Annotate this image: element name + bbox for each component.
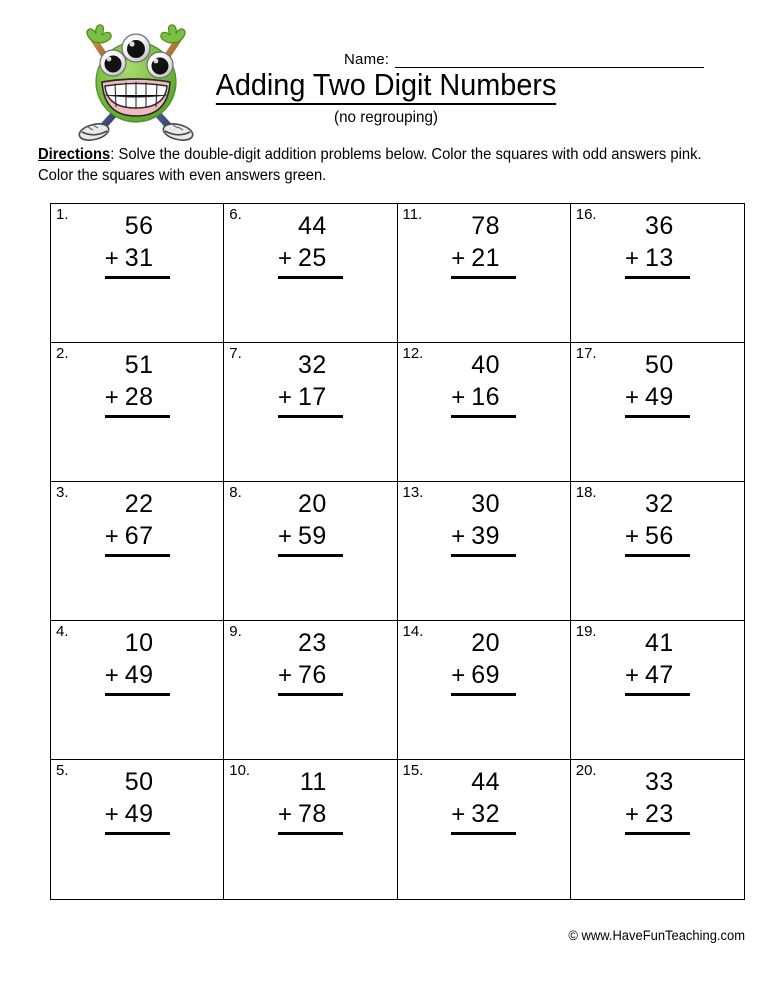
problem-cell[interactable] [398, 760, 571, 899]
answer-rule [278, 276, 343, 279]
problem-body [51, 210, 223, 279]
problem-body [224, 488, 396, 557]
plus-sign: + [624, 662, 639, 689]
addend-bottom: 49 [124, 800, 154, 828]
plus-sign: + [451, 801, 466, 828]
addend-top: 50 [644, 351, 674, 379]
addend-bottom: 39 [471, 522, 501, 550]
addend-bottom: 28 [124, 383, 154, 411]
addend-bottom: 67 [124, 522, 154, 550]
addend-top: 33 [644, 768, 674, 796]
plus-sign: + [104, 801, 119, 828]
answer-rule [278, 693, 343, 696]
problem-body [571, 766, 744, 835]
problem-cell[interactable] [571, 482, 744, 621]
name-input-line[interactable] [395, 50, 704, 68]
plus-sign: + [451, 245, 466, 272]
problem-body [51, 488, 223, 557]
problem-number: 12. [402, 345, 424, 362]
answer-rule [105, 276, 170, 279]
plus-sign: + [624, 523, 639, 550]
footer-copyright: © www.HaveFunTeaching.com [568, 928, 745, 943]
problem-body [398, 488, 570, 557]
answer-rule [625, 276, 690, 279]
problem-cell[interactable] [398, 343, 571, 482]
answer-rule [625, 832, 690, 835]
problem-cell[interactable] [571, 204, 744, 343]
problem-number: 9. [229, 623, 242, 640]
addend-top: 20 [297, 490, 327, 518]
plus-sign: + [624, 384, 639, 411]
plus-sign: + [277, 523, 292, 550]
addend-bottom: 56 [644, 522, 674, 550]
answer-rule [278, 832, 343, 835]
problem-cell[interactable] [51, 204, 224, 343]
problem-number: 14. [402, 623, 424, 640]
problem-number: 5. [56, 762, 69, 779]
problem-number: 13. [402, 484, 424, 501]
problem-cell[interactable] [224, 204, 397, 343]
answer-rule [451, 415, 516, 418]
addend-bottom: 59 [297, 522, 327, 550]
addend-top: 78 [471, 212, 501, 240]
plus-sign: + [277, 384, 292, 411]
plus-sign: + [451, 384, 466, 411]
addend-bottom: 47 [644, 661, 674, 689]
directions [38, 144, 710, 186]
answer-rule [105, 554, 170, 557]
problem-number: 11. [402, 206, 423, 223]
directions-separator: : [110, 146, 115, 163]
problem-grid [50, 203, 745, 900]
plus-sign: + [104, 523, 119, 550]
addend-bottom: 25 [297, 244, 327, 272]
problem-number: 19. [575, 623, 597, 640]
addend-bottom: 16 [471, 383, 501, 411]
addend-top: 40 [471, 351, 501, 379]
page-title [27, 68, 745, 102]
problem-body [398, 766, 570, 835]
addend-bottom: 49 [644, 383, 674, 411]
problem-cell[interactable] [398, 621, 571, 760]
answer-rule [625, 554, 690, 557]
addend-top: 44 [471, 768, 501, 796]
answer-rule [451, 693, 516, 696]
answer-rule [451, 554, 516, 557]
problem-cell[interactable] [51, 621, 224, 760]
plus-sign: + [624, 801, 639, 828]
problem-body [224, 349, 396, 418]
problem-number: 7. [229, 345, 242, 362]
addend-top: 56 [124, 212, 154, 240]
problem-cell[interactable] [224, 482, 397, 621]
plus-sign: + [104, 662, 119, 689]
page-subtitle: (no regrouping) [334, 109, 438, 126]
addend-bottom: 78 [297, 800, 327, 828]
problem-body [224, 766, 396, 835]
directions-text: Solve the double-digit addition problems below. Color the squares with odd answers pink. Color the squares with even answers green. [38, 146, 702, 184]
problem-number: 6. [229, 206, 242, 223]
answer-rule [105, 415, 170, 418]
problem-number: 18. [575, 484, 597, 501]
problem-cell[interactable] [51, 482, 224, 621]
addend-bottom: 69 [471, 661, 501, 689]
plus-sign: + [104, 245, 119, 272]
problem-body [571, 349, 744, 418]
addend-bottom: 32 [471, 800, 501, 828]
problem-cell[interactable] [571, 343, 744, 482]
addend-top: 10 [124, 629, 154, 657]
directions-label: Directions [38, 146, 111, 163]
plus-sign: + [277, 662, 292, 689]
problem-body [51, 349, 223, 418]
addend-bottom: 21 [471, 244, 501, 272]
problem-body [571, 210, 744, 279]
answer-rule [105, 832, 170, 835]
addend-top: 41 [644, 629, 674, 657]
answer-rule [105, 693, 170, 696]
answer-rule [625, 693, 690, 696]
problem-body [224, 210, 396, 279]
problem-cell[interactable] [224, 343, 397, 482]
problem-body [51, 627, 223, 696]
problem-cell[interactable] [571, 621, 744, 760]
answer-rule [451, 276, 516, 279]
page-title-text: Adding Two Digit Numbers [216, 67, 557, 105]
addend-top: 32 [644, 490, 674, 518]
addend-bottom: 13 [644, 244, 674, 272]
addend-top: 44 [297, 212, 327, 240]
plus-sign: + [277, 801, 292, 828]
answer-rule [451, 832, 516, 835]
addend-top: 20 [471, 629, 501, 657]
problem-number: 17. [575, 345, 597, 362]
problem-number: 15. [402, 762, 424, 779]
addend-top: 36 [644, 212, 674, 240]
problem-body [571, 627, 744, 696]
problem-body [398, 627, 570, 696]
problem-cell[interactable] [51, 343, 224, 482]
addend-top: 32 [297, 351, 327, 379]
name-label: Name: [344, 51, 390, 68]
plus-sign: + [104, 384, 119, 411]
addend-bottom: 23 [644, 800, 674, 828]
plus-sign: + [451, 662, 466, 689]
problem-cell[interactable] [398, 482, 571, 621]
problem-cell[interactable] [224, 760, 397, 899]
answer-rule [278, 554, 343, 557]
problem-cell[interactable] [51, 760, 224, 899]
problem-body [398, 349, 570, 418]
problem-cell[interactable] [571, 760, 744, 899]
problem-number: 8. [229, 484, 242, 501]
addend-bottom: 49 [124, 661, 154, 689]
problem-number: 3. [56, 484, 69, 501]
addend-bottom: 31 [124, 244, 154, 272]
name-field-row[interactable] [344, 42, 704, 68]
problem-number: 1. [56, 206, 69, 223]
problem-cell[interactable] [398, 204, 571, 343]
problem-number: 4. [56, 623, 69, 640]
problem-body [571, 488, 744, 557]
problem-body [398, 210, 570, 279]
addend-top: 50 [124, 768, 154, 796]
problem-number: 2. [56, 345, 69, 362]
plus-sign: + [624, 245, 639, 272]
answer-rule [625, 415, 690, 418]
answer-rule [278, 415, 343, 418]
addend-top: 23 [297, 629, 327, 657]
addend-top: 51 [124, 351, 154, 379]
addend-top: 11 [299, 768, 327, 796]
worksheet-header [0, 0, 772, 140]
problem-number: 16. [575, 206, 597, 223]
problem-body [224, 627, 396, 696]
plus-sign: + [277, 245, 292, 272]
problem-cell[interactable] [224, 621, 397, 760]
addend-top: 30 [471, 490, 501, 518]
plus-sign: + [451, 523, 466, 550]
addend-bottom: 76 [297, 661, 327, 689]
problem-body [51, 766, 223, 835]
addend-bottom: 17 [297, 383, 327, 411]
addend-top: 22 [124, 490, 154, 518]
problem-number: 20. [575, 762, 597, 779]
problem-number: 10. [229, 762, 251, 779]
